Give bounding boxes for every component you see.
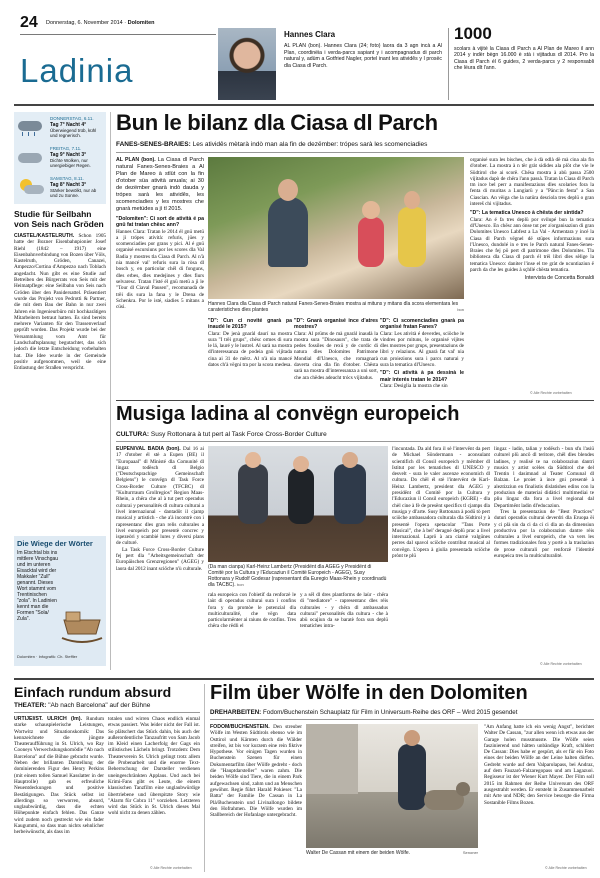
person-portrait xyxy=(218,28,276,100)
cradle-illustration xyxy=(60,608,104,644)
sidebar-article: CIASTEL/KASTELRUTH. Schon 1905 hatte der Bozner Eisenbahnpionier Josef Riehl (1842 – 1917) eine Eisenbahnverbindung von Bozen über Völs, Kastelruth, Gröden, Canazei, Ampezzo/Cortina d'Ampezzo nach Toblach angedacht. Nun gibt es eine Studie auf Betreiben des Bürgerrats von Seis mit der Heimatpflege: eine Seilbahn von Seis nach Gröden über den Panidersattel. Präsentiert wurde das Projekt von Pedrotti & Partner, die mit dem Bau der Bahn in nur zwei Jahren ein Ingenieurbüro mit hochkarätigen Mitarbeitern betraut hatten. Es sind bereits mehrere Varianten für den Trassenverlauf geprüft worden. Das Projekt wurde bei der Versammlung vom Amt für Landschaftsplanung begutachtet, das sich jedoch die letzte Entscheidung vorbehalten hat. Die Idee wurde in der Gemeinde positiv aufgenommen, weil sie eine Entlastung der Straßen verspricht. xyxy=(14,233,106,372)
article2-col5: lingaz - ladin, talian y todësch - bun sfu l'asiü culturel plü ancô dl teritore, chël dles blendes ladines, y realisé te na colaboraziun dantri musics y artist scèles da Südtirol che del Trentin l dasimnad al Teater Comunal dl Balzan. Le proiet à ince gni presentè à aleztizziun en finalistis dislatishes edìns con la produziun de materiai didàtici multimediai te pliu lingaz dla fora a livel regional dal Departimënt ladin dl'educaziun. Tres la presentaziun de "Best Practices" duturi operadùs culturai deverdri dla Eruopa ëi y ci plà sin da ci da ci ci dla an da dimensiun productiva por la colaboraziun dantre rèis culturales a livel europeich, che va vers les formes tradizionales fora y portè a la traslaziun de prose culturali por renforzè l'identité europeica tres la multiculturalité. xyxy=(494,446,594,560)
number-text: scolars à vijité la Ciasa dl Parch a Al Plan de Mareo il ann 2014 y indër bègn 16.000 è stà i vijitadus dl 2014. Pro la Ciasa dl Parch él 6 guides, 2 verda-parcs y 2 responsabli che lëura dlt l'ann. xyxy=(454,46,594,72)
article2-headline: Musiga ladina al convëgn europeich xyxy=(116,403,460,425)
conference-photo xyxy=(208,446,388,562)
photo-caption: Walter De Cassan mit einem der beiden Wölfe. Senoner xyxy=(306,850,478,856)
article2-col3: y a sël dl dres plantforms de laùr - chëra di "mediatore" - rapresentanc dles réis culturales - y chëra dl ambassadus culturai" personalités dla cultura - che à abü ocajiun da se baratè fora sun deplü tematiches intra- xyxy=(300,592,388,630)
person-text: AL PLAN (bon). Hannes Clara (24; foto) laora da 3 agn incà a Al Plan, coordinëia i verda-parcs sapiant y i acompagnadus di parch natural y, adüm a Gotfried Nagler, portel inant les atividês y l prosëc dla Ciasa dl Parch. xyxy=(284,43,442,69)
article4-col1: FODOM/BUCHENSTEIN. Den streuber Wölfe im Westen Südtirols ebenso wie im Osttirol und Kärnten durch die Wälder streifen, ist bis vor kurzem eine rein fiktive Hypothese. Vor einigen Tagen wurden in Buchenstein Szenen für einen Dokumentarfilm über Wölfe gedreht - doch die "Hauptdarsteller" waren zahm. Die beiden Wölfe sind Tiere, die in einem Park aufgewachsen sind, zahm und an Menschen gewöhnt. Regie führt Harald Pokieser. "La Batta" der Familie De Cassan in La Plà/Buchenstein und Livinallongo bildete den Hofrahmen. Die Wölfe wurden im Stallbereich der Hofanlage untergebracht. xyxy=(210,724,302,819)
sun-cloud-icon xyxy=(16,177,46,197)
article1-headline: Bun le bilanz dla Ciasa dl Parch xyxy=(116,110,438,135)
weather-panel xyxy=(14,112,106,204)
article1-col5: organisé sura les bisches, che à dà odlà dë mà cina ala fin d'otober. La mostra à n tër gràt sidides ala plöt che vie le Südtirol che ai scorë. Chësa mostra à abü passa 2500 vijitadus dapò de chëra l'ann passà. Tratan la Ciasa dl Parch tm ince bel perr a manifestaziuns dles scolaries fora la fenta di muritas a Lungiarü y a "Pänc:in festa" a San Ciascian. An vëiga che la natüra desciola tres deplü o gran intereš chi vijitadus. "D": La tematica Unesco à chësta der sintida? Clara: An é fa tres deplü por svilupé bun la tematica dl'Unesco. En chësc ann ónse tut per a'organisaziun di gran Dolomites Unesco Labfest a La Val - Armentara y incé la Ciasa dl Parch vëgnel dë stüpes informaziuns sura l'Unesco, dundolé in e tres le Parch natural Fanes-Senes-Braies che fej pö pert dl patrimone dles Dolomites. Tla biblioteca dla Ciasa dl parch él trëi libri dles sèlige la tematica Unesco: daniter l'inse el tre gràt de ncuntiaziun ë parch da che les guides à sçhllé chësta tematica. Intervista de Concetta Bonaldi xyxy=(470,157,594,282)
article4-subhead: DREHARBEITEN: Fodom/Buchenstein Schauplatz für Film in Universum-Reihe des ORF – Wird 2015 gesendet xyxy=(210,709,518,716)
big-number: 1000 xyxy=(454,24,492,43)
article3-col2: totalen und wirren Chaos endlich einmal etwas passiert. Was leider nicht der Fall ist. So plätschert das Stück dahin, bis auch der außerordentliche Tanzaufritt von Sam Jacob im Kleid einen Lacherfolg der Gags ein stilistisches Lächeln bringt. Trotzdem: Dem Theaterverein St. Ulrich gelingt trotz allem die Probenarbeit und die enorme Text-Beherrschung der Darsteller verdienen uneingeschränkten Applaus. Und auch bei Krimi-Fans gibt es Leute, die einem klassischen Tanzfilm eine unglaubwürdige übertriebene und überspitzte Story wie "Alarm für Cobra 11" vorziehen. Letzteren wird das Stück in St. Ulrich dieses Mal wohl nicht zu denen zählen. xyxy=(108,716,200,817)
box-title: Die Wiege der Wörter xyxy=(17,539,93,548)
children-park-photo xyxy=(208,157,464,299)
date-line: Donnerstag, 6. November 2014 · Dolomiten xyxy=(46,20,155,26)
article1-col2: "D": Cun ci novité gnarà pa inaudé le 2015? Clara: De jenà gnaràl daurí na mostra sura "I trëi grups", chësc ormes di sura le lá, lauré y le lustrel. Al sarà na mostra dl'interessanza de podeia gnü vijitada cina ai 31 de mërz. Al n'à nia mancé datos ch'à vëgni tra por la scora medesa. xyxy=(208,318,292,369)
article3-headline: Einfach rundum absurd xyxy=(14,684,172,700)
article1-col4: "D": Ci scomenciadies gnarà pa organisé fratan Fanes? Clara: Les atività é deverdes, sciöche le vindres por mituns, le organisé vijites dles mostres por grups, presentaziuns de libri y relaziuns. Al gnarà fat val' nia cun proiezions sura i parcs naturai y sura la tematica dl'Unesco. "D": Ci atività à pa dessinà le mair interés tratan le 2014? Clara: Desiglia la mostra che sin xyxy=(380,318,464,389)
cloud-rain-icon xyxy=(16,117,46,137)
article1-subhead: FANES-SENES-BRAIES: Les atividês mètarà indò man ala fin de dezëmber: trópes sarà les scomenciadies xyxy=(116,141,428,148)
wolves-photo xyxy=(306,724,478,848)
article2-col2: rala europeica con l'obietif da renforzè le laùt di operadus culturai sura i confins fora y da promòe le potenzial dla multiculturalité, che vëgn data particolarmënter ai raiuns de confins. Tres chëra che rëdli el xyxy=(208,592,296,630)
article1-col1: AL PLAN (bon). La Ciasa dl Parch natural Fanes-Senes-Braies a Al Plan de Mareo à stlüt con la fin d'otober süa atività anuala; ai 30 de dezëmber gnarà indò dauda y trópes sarà les atividês, les scomenciadies y les mostres che gnarà metüdes a jì tl 2015. "Dolomiten": Ci sort de atività é pa gnü fat tratan chësc ann? Hannes Clara: Tratan le 2014 él gnü metü a jì trópes atività: refuris, jües y scomenciadies por grans y pici. Al é gnü organisé escursiuns por les scores dla Val Badia y mostres tla Ciasa dl Parch. Al n'à nia mancé val' refuris sura la ròsa dl bosch y, en particolar chël di fonguns, dles erbes, dles medejines y dles fiurs selvaresc. Tratan l'isté él gnü metü a jì le "Tour dl Ciaval Pausen", recomanadà de trëi dis sura la fana y le Drena de Schenkra. Por le isté, siadies 5 mitans a cüsì. xyxy=(116,157,204,311)
article1-col3: "D": Gnarà organisé ince d'atres mostres? Clara: Al prüms de mà gnaràl inaudà la mostra sura "Dinosaurs", che trata de pedes fossiles de rexü y de cordic di natura dles Dolomites Patrimone Mondial dl'Unesco, che romagnarà daverta cina dla fin d'otober. Chësta sarà na mostra dl'interessanza a uni sort, che ara chëdes adeacht trócs vijitadus. xyxy=(294,318,378,381)
weather-item: DONNERSTAG, 6.11. Tag 7° Nacht 4° Überwiegend trüb, kühl und regnerisch. xyxy=(16,114,104,142)
section-title: Ladinia xyxy=(20,52,134,89)
page-number: 24 xyxy=(20,14,38,31)
article4-col2: "Am Anfang hatte ich ein wenig Angst", berichtet Walter De Cassan, "zur allen wenn ich etwas aus der Garage holen mussmusste. Die Wölfe seien faszinierend und hätten unbändige Kraft, schildert De Cassan: Dies habe er gespürt, als er für ein Foto eines der beiden Wölfe an der Leine halten dürfen. Gedreht wurde auf dem Valparolapass, bei Andraz, auf dem Fauzarò-Falzaregopass und am Lagazuoi. Regisseur ist der Wiener Kurt Mayer. Der Film soll 2015 im Rahmen der Reihe Universum des ORF ausgestrahlt werden. Er entsteht in Zusammenarbeit mit Arte und NDR; den Service besorgte die Firma Sostanible Films Bozen. xyxy=(484,724,594,806)
box-text: Im Etschtal bis ins mittlere Vinschgau und im unteren Eisacktal wird der Makkaler "Zull" genannt. Dieses Wort stammt vom Trentinischen "zola". In Ladinien kennt man die Formen "Sola/ Zula". xyxy=(17,550,59,622)
article4-headline: Film über Wölfe in den Dolomiten xyxy=(210,682,528,704)
sidebar-headline: Studie für Seilbahn von Seis nach Gröden xyxy=(14,210,104,229)
weather-item: SAMSTAG, 8.11. Tag 8° Nacht 3° Stärker bewölkt, nur ab und zu Sonne. xyxy=(16,174,104,202)
person-name: Hannes Clara xyxy=(284,30,336,39)
cloud-icon xyxy=(16,147,46,167)
photo-caption: (Da man cianpa) Karl-Heinz Lambertz (Presidënt dla AGEG y Presidënt di Comitë por la Cultura y l'Educaziun il Comitë Europeich - AGEG), Susy Rottonara y Rudolf Godesar (rapresentant dla Euregio Maas-Rhein y coordinadù dla TACBC). bon xyxy=(208,564,387,588)
article3-subhead: THEATER: "Ab nach Barcelona" auf der Bühne xyxy=(14,702,151,709)
paper-name: Dolomiten xyxy=(127,20,155,26)
article3-col1: URTIJËI/ST. ULRICH (lm). Rundum starke schauspielerische Leistungen, Wortwitz und Situationskomik: Das kennzeichnete die jüngste Theateraufführung in St. Ulrich, wo Ray Cooneys Verwechslungskomödie "Ab nach Barcelona" auf die Bühne gebracht wurde. Neben der brillanten Darstellung der dominierenden Figur des Henry Perkins (mit einem tollen Samuel Kasslatter in der Hauptrolle) gab es erfreuliche Neuentdeckungen und positive Bestätigungen. Das Stück selbst ist allerdings so verworren, absurd, unglaubwürdig, dass die echten Höhepunkte einfach fehlen. Das Ganze wird zudem noch gestreckt wie ein fader Kaugummi, so dass man nichts sehnlicher herbeiwünscht, als dass im xyxy=(14,716,104,836)
article2-col4: l'incuntada. Da ald fora il sè l'intervënt da pert de Michael Söndermann - aconsulant scientifich dl Consil europeich y mëmber dl Istitut por les tematiches dl UNESCO y desvelt - sura le valer ascenze economich dl cultura. Do chël él stè l'intervënt de Karl-Heinz Lambertz, president dla AGEG y presidënt dl Comitë por la Cultura y l'Educaziun il Consil europeich (KGRE) - dla chèl cine à fè de presënt specifics tl cjamps dla musiga y dl'arte. Susy Rottonara à podü tò pert sciöche ambassadora culturala dla Südtirol y à presentè l'opera spetacolar "Tans Porte Musical", che à bel' deragné deplü prac a livel internazional. Laprö à ara ciarnè valgünes perres dal spavol sciöche contribut musical al convëgn. L'opera à giulia presentada sciöche prònt te plü xyxy=(392,446,490,560)
weather-item: FREITAG, 7.11. Tag 9° Nacht 3° Dichte Wolken, nur unergiebiger Regen. xyxy=(16,144,104,172)
photo-caption: Hannes Clara dla Ciasa dl Parch natural Fanes-Senes-Braies mostra ai mituns y mitans dla scora elementara les carateristiches dles plantes bon xyxy=(208,301,464,313)
word-origin-box xyxy=(14,536,106,666)
page-header xyxy=(6,6,594,104)
article2-subhead: CULTURA: Susy Rottonara à tut pert al Task Force Cross-Border Culture xyxy=(116,431,327,438)
article2-col1: EUPEN/VAL BADIA (bon). Dal 16 ai 17 d'otober él stè a Eupen (BE) il "Europaaal" dl Ministé dla Comunité dl lingaz todësch dl Belgio ("Deutschsprachige Gemeinschaft Belgiens") le convëgn dl Task Force Cross-Border Culture (TFCBC) dl "Kulturrraum Grollregios" Region Maas-Rhein, a chëra che al à tut pert operadus culturai y personalités dl cultura culturai a livel internaziunal - dantadöt il cjamp musical y artistich - che a'à incontrè con i rapresentanc dles gran relis culturales a livel europeich por presentè concrec y ispezeòri y scambié lures y diversi plans de culturé. La Task Force Cross-Border Culture fej pert dla "Arbeitsgemeinschaft der Europäischen Grenzregionen" (AGEG) y laora dal 2012 inant sciöche n'ù culturale. xyxy=(116,446,204,572)
box-footer: Dolomiten · Infografik: Ch. Steffler xyxy=(17,654,78,659)
